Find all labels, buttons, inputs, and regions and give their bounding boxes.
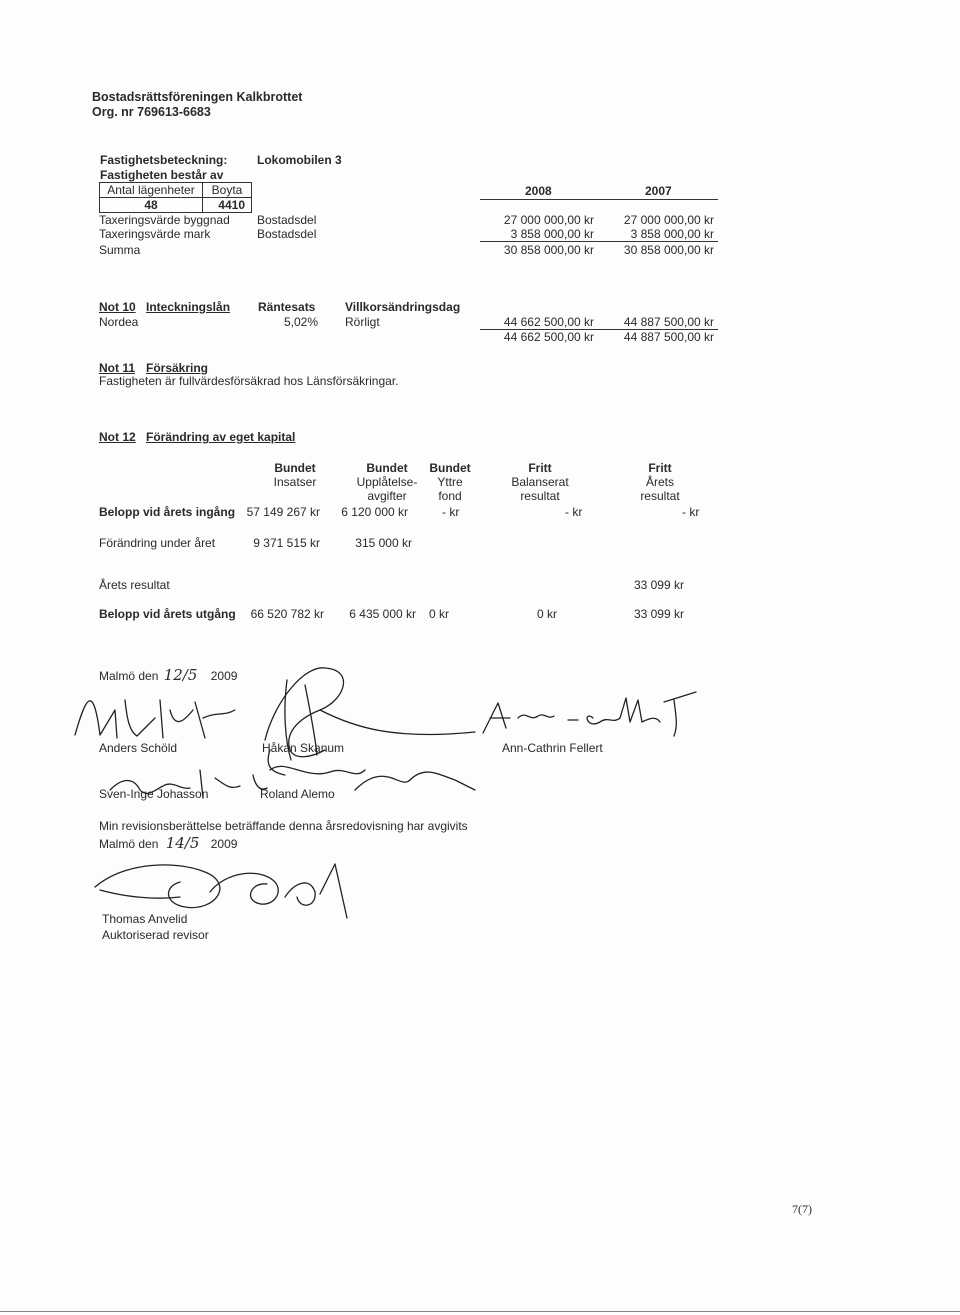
year-header-underline: [480, 199, 718, 200]
note10-amount-2008: 44 662 500,00 kr: [503, 315, 594, 329]
col-header-l3: avgifter: [367, 489, 407, 503]
board-signatures: [55, 640, 475, 810]
closing-value: 6 435 000 kr: [349, 607, 416, 621]
property-row-2008: 3 858 000,00 kr: [510, 227, 594, 241]
note10-total-2007: 44 887 500,00 kr: [623, 330, 714, 344]
opening-value: 6 120 000 kr: [341, 505, 408, 519]
closing-value: 0 kr: [537, 607, 558, 621]
designation-value: Lokomobilen 3: [257, 153, 342, 167]
audit-handwritten-date: 14/5: [165, 834, 200, 852]
closing-label: Belopp vid årets utgång: [99, 607, 236, 621]
col-header-l1: Bundet: [429, 461, 471, 475]
col-header-l2: Yttre: [437, 475, 463, 489]
signatory-name: Roland Alemo: [260, 787, 335, 801]
note10-amount-2007: 44 887 500,00 kr: [623, 315, 714, 329]
col-header-l3: resultat: [640, 489, 680, 503]
col-header-l1: Bundet: [366, 461, 408, 475]
scan-edge: [0, 1311, 960, 1312]
box-value-apartments: 48: [100, 198, 203, 213]
note10-title: Inteckningslån: [146, 300, 231, 314]
result-value: 33 099 kr: [633, 578, 684, 592]
property-row-2007: 30 858 000,00 kr: [623, 243, 714, 257]
opening-value: - kr: [565, 505, 583, 519]
property-row-2007: 3 858 000,00 kr: [630, 227, 714, 241]
property-row-label: Taxeringsvärde byggnad: [99, 213, 230, 227]
col-header-l2: Balanserat: [511, 475, 569, 489]
audit-year: 2009: [210, 837, 238, 851]
note11-number: Not 11: [99, 361, 136, 375]
property-row-2008: 27 000 000,00 kr: [503, 213, 594, 227]
col-header-l2: Upplåtelse-: [356, 475, 418, 489]
note10-rate-header: Räntesats: [258, 300, 316, 314]
property-row-label: Taxeringsvärde mark: [99, 227, 211, 241]
box-header-living-area: Boyta: [203, 183, 252, 198]
property-row-2007: 27 000 000,00 kr: [623, 213, 714, 227]
signatory-name: Sven-Inge Johasson: [99, 787, 209, 801]
closing-value: 33 099 kr: [633, 607, 684, 621]
org-number: Org. nr 769613-6683: [92, 105, 211, 119]
note11-title: Försäkring: [146, 361, 209, 375]
fellert-signature: [478, 688, 698, 738]
audit-place-date: [99, 834, 237, 852]
property-row-type: Bostadsdel: [257, 227, 317, 241]
box-value-living-area: 4410: [203, 198, 252, 213]
designation-label: Fastighetsbeteckning:: [100, 153, 228, 167]
signatory-name: Ann-Cathrin Fellert: [502, 741, 603, 755]
col-header-l2: Årets: [645, 475, 674, 489]
consists-of-label: Fastigheten består av: [100, 168, 224, 182]
col-header-l1: Bundet: [274, 461, 316, 475]
change-label: Förändring under året: [99, 536, 216, 550]
note12-title: Förändring av eget kapital: [146, 430, 296, 444]
audit-place-label: Malmö den: [99, 837, 159, 851]
association-name: Bostadsrättsföreningen Kalkbrottet: [92, 90, 303, 104]
opening-value: 57 149 267 kr: [246, 505, 320, 519]
result-label: Årets resultat: [99, 578, 170, 592]
auditor-title: Auktoriserad revisor: [102, 928, 209, 942]
audit-statement: Min revisionsberättelse beträffande denna årsredovisning har avgivits: [99, 819, 468, 833]
property-row-2008: 30 858 000,00 kr: [503, 243, 594, 257]
signing-year: 2009: [210, 669, 238, 683]
property-row-type: Bostadsdel: [257, 213, 317, 227]
note10-terms: Rörligt: [345, 315, 380, 329]
opening-value: - kr: [442, 505, 460, 519]
note10-number: Not 10: [99, 300, 136, 314]
auditor-name: Thomas Anvelid: [102, 912, 188, 926]
page-number: 7(7): [792, 1202, 812, 1216]
opening-value: - kr: [682, 505, 700, 519]
property-size-box: [99, 182, 252, 213]
change-value: 315 000 kr: [355, 536, 412, 550]
year-header-2007: 2007: [645, 184, 672, 198]
subtotal-line: [480, 241, 718, 242]
col-header-l3: resultat: [520, 489, 560, 503]
note11-text: Fastigheten är fullvärdesförsäkrad hos Länsförsäkringar.: [99, 374, 399, 388]
note10-terms-header: Villkorsändringsdag: [345, 300, 461, 314]
col-header-l1: Fritt: [648, 461, 672, 475]
note10-total-2008: 44 662 500,00 kr: [503, 330, 594, 344]
property-row-label: Summa: [99, 243, 141, 257]
opening-label: Belopp vid årets ingång: [99, 505, 236, 519]
col-header-l1: Fritt: [528, 461, 552, 475]
note12-number: Not 12: [99, 430, 136, 444]
signatory-name: Håkan Skanum: [262, 741, 345, 755]
year-header-2008: 2008: [525, 184, 552, 198]
closing-value: 66 520 782 kr: [250, 607, 324, 621]
note10-lender: Nordea: [99, 315, 139, 329]
note10-rate: 5,02%: [283, 315, 318, 329]
col-header-l3: fond: [438, 489, 462, 503]
signing-handwritten-date: 12/5: [163, 666, 198, 684]
change-value: 9 371 515 kr: [253, 536, 320, 550]
signatory-name: Anders Schöld: [99, 741, 178, 755]
box-header-apartments: Antal lägenheter: [100, 183, 203, 198]
closing-value: 0 kr: [429, 607, 450, 621]
col-header-l2: Insatser: [273, 475, 317, 489]
signing-place-label: Malmö den: [99, 669, 159, 683]
